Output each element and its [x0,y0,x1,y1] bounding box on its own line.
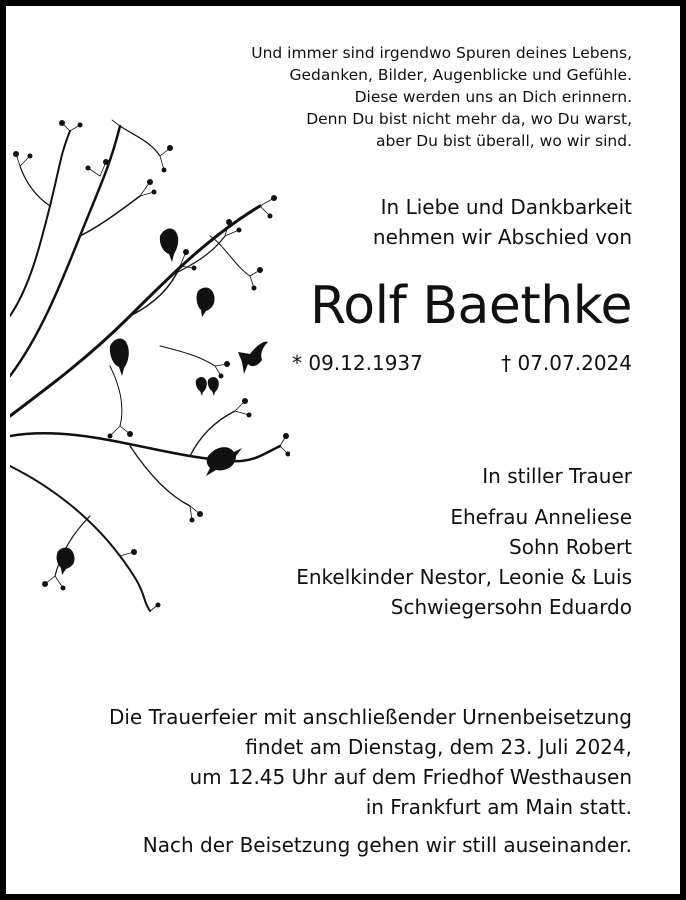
deceased-name: Rolf Baethke [309,276,632,336]
poem-line: Denn Du bist nicht mehr da, wo Du warst, [306,110,632,128]
memorial-poem [251,42,632,152]
ceremony-line: findet am Dienstag, dem 23. Juli 2024, [245,735,632,759]
family-list [296,502,632,622]
poem-line: aber Du bist überall, wo wir sind. [376,132,632,150]
ceremony-line: in Frankfurt am Main statt. [365,795,632,819]
family-member: Schwiegersohn Eduardo [390,595,632,619]
death-date: † 07.07.2024 [501,351,632,375]
ceremony-details [109,702,632,822]
family-member: Enkelkinder Nestor, Leonie & Luis [296,565,632,589]
tree-with-birds-illustration [10,116,290,616]
intro-line: nehmen wir Abschied von [372,225,632,249]
birth-date: * 09.12.1937 [292,351,423,375]
farewell-intro [373,192,632,252]
poem-line: Und immer sind irgendwo Spuren deines Lebens, [251,44,632,62]
family-member: Sohn Robert [509,535,632,559]
poem-line: Gedanken, Bilder, Augenblicke und Gefühle. [289,66,632,84]
ceremony-line: um 12.45 Uhr auf dem Friedhof Westhausen [189,765,632,789]
ceremony-line: Die Trauerfeier mit anschließender Urnenbeisetzung [108,705,632,729]
poem-line: Diese werden uns an Dich erinnern. [354,88,632,106]
family-member: Ehefrau Anneliese [450,505,632,529]
intro-line: In Liebe und Dankbarkeit [380,195,632,219]
closing-note: Nach der Beisetzung gehen wir still auseinander. [142,833,632,857]
mourning-heading: In stiller Trauer [482,464,632,488]
